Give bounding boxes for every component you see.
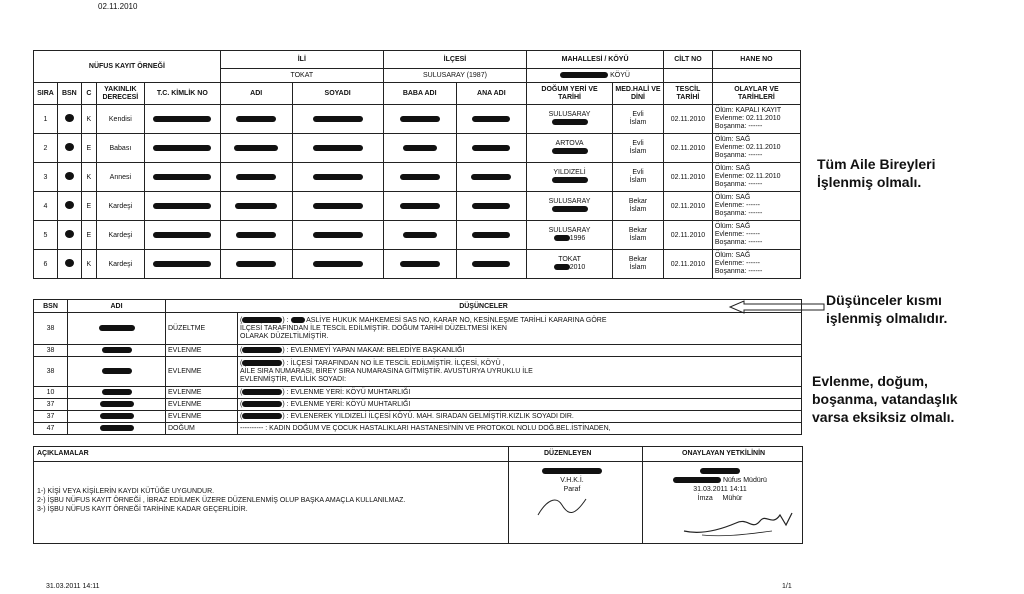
arrow-left-icon [728,300,826,314]
table-row: 3 K Annesi YILDIZELİ Evli İslam 02.11.2010 Ölüm: SAĞ Evlenme: 02.11.2010 Boşanma: ------ [34,163,801,192]
ili-value: TOKAT [220,69,383,83]
notes-col-dusunceler: DÜŞÜNCELER [166,300,802,313]
notes-col-adi: ADI [68,300,166,313]
page-number: 1/1 [782,583,792,590]
note-row: 38 EVLENME ( ) : İLÇESİ TARAFINDAN NO İLE TESCİL EDİLMİŞTİR. İLÇESİ, KÖYÜ , AİLE SIRA NUMARASI, BİREY SIRA NUMARASINA GİTMİŞTİR. AVUSTURYA UYRUKLU İLE EVLENMİŞTİR, EVLİLİK SOYADI: [34,357,802,387]
col-adi: ADI [220,83,292,105]
col-tckimlik: T.C. KİMLİK NO [144,83,220,105]
table-row: 1 K Kendisi SULUSARAY Evli İslam 02.11.2010 Ölüm: KAPALI KAYIT Evlenme: 02.11.2010 Boşanma: ------ [34,105,801,134]
note-row: 37 EVLENME ( ) : EVLENME YERİ: KÖYÜ MUHTARLIĞI [34,399,802,411]
col-yakinlik: YAKINLIK DERECESİ [96,83,144,105]
bottom-timestamp: 31.03.2011 14:11 [46,583,100,590]
ili-header: İLİ [220,51,383,69]
notes-table [33,299,802,435]
mahalle-header: MAHALLESİ / KÖYÜ [527,51,664,69]
ilcesi-value: SULUSARAY (1987) [383,69,526,83]
note-row: 38 DÜZELTME ( ) : ASLİYE HUKUK MAHKEMESİ SAS NO, KARAR NO, KESİNLEŞME TARİHLİ KARARINA GÖRE İLÇESİ TARAFINDAN İLE TESCİL EDİLMİŞTİR. DOĞUM TARİHİ DÜZELTMESİ İKEN OLARAK DÜZELTİLMİŞTİR. [34,313,802,345]
print-date: 02.11.2010 [98,2,138,11]
footer-box [33,446,803,544]
hane-header: HANE NO [712,51,800,69]
col-c: C [81,83,96,105]
table-row: 6 K Kardeşi TOKAT 2010 Bekar İslam 02.11.2010 Ölüm: SAĞ Evlenme: ------ Boşanma: ------ [34,250,801,279]
cilt-value [664,69,713,83]
table-row: 2 E Babası ARTOVA Evli İslam 02.11.2010 Ölüm: SAĞ Evlenme: 02.11.2010 Boşanma: ------ [34,134,801,163]
col-ana-adi: ANA ADI [456,83,527,105]
document-title: NÜFUS KAYIT ÖRNEĞİ [34,51,221,83]
col-medhal: MED.HALİ VE DİNİ [612,83,663,105]
col-bsn: BSN [57,83,81,105]
col-olaylar: OLAYLAR VE TARİHLERİ [712,83,800,105]
col-tescil: TESCİL TARİHİ [664,83,713,105]
col-dogum: DOĞUM YERİ VE TARİHİ [527,83,613,105]
mahalle-value: KÖYÜ [527,69,664,83]
col-soyadi: SOYADI [292,83,383,105]
table-row: 4 E Kardeşi SULUSARAY Bekar İslam 02.11.2010 Ölüm: SAĞ Evlenme: ------ Boşanma: ------ [34,192,801,221]
notes-col-bsn: BSN [34,300,68,313]
table-row: 5 E Kardeşi SULUSARAY 1996 Bekar İslam 02.11.2010 Ölüm: SAĞ Evlenme: ------ Boşanma: ------ [34,221,801,250]
note-row: 38 EVLENME ( ) : EVLENMEYİ YAPAN MAKAM: BELEDİYE BAŞKANLIĞI [34,345,802,357]
ilcesi-header: İLÇESİ [383,51,526,69]
registry-table [33,50,801,279]
onaylayan-block: Nüfus Müdürü 31.03.2011 14:11 İmza Mühür [660,467,780,503]
onaylayan-label: ONAYLAYAN YETKİLİNİN [682,450,766,457]
paraf-signature [534,491,594,521]
aciklamalar-label: AÇIKLAMALAR [37,450,89,457]
duzenleyen-block: V.H.K.İ. Paraf [532,467,612,494]
annotation-events: Evlenme, doğum, boşanma, vatandaşlık varsa eksiksiz olmalı. [812,373,958,425]
annotation-notes: Düşünceler kısmı işlenmiş olmalıdır. [826,292,948,326]
note-row: 47 DOĞUM ---------- : KADIN DOĞUM VE ÇOCUK HASTALIKLARI HASTANESİ'NİN VE PROTOKOL NOLU DOĞ.BEL.İSTİNADEN, [34,423,802,435]
note-row: 37 EVLENME ( ) : EVLENEREK YILDIZELİ İLÇESİ KÖYÜ. MAH. SIRADAN GELMİŞTİR.KIZLIK SOYADI DIR. [34,411,802,423]
col-baba-adi: BABA ADI [383,83,456,105]
aciklamalar-list: 1-) KİŞİ VEYA KİŞİLERİN KAYDI KÜTÜĞE UYGUNDUR. 2-) İŞBU NÜFUS KAYIT ÖRNEĞİ , İBRAZ EDİLMEK ÜZERE DÜZENLENMİŞ OLUP BAŞKA AMAÇLA KULLANILMAZ. 3-) İŞBU NÜFUS KAYIT ÖRNEĞİ TARİHİNE KADAR GEÇERLİDİR. [37,488,406,513]
approver-signature [682,501,798,539]
hane-value [712,69,800,83]
duzenleyen-label: DÜZENLEYEN [544,450,592,457]
annotation-family: Tüm Aile Bireyleri İşlenmiş olmalı. [817,156,936,190]
cilt-header: CİLT NO [664,51,713,69]
note-row: 10 EVLENME ( ) : EVLENME YERİ: KÖYÜ MUHTARLIĞI [34,387,802,399]
col-sira: SIRA [34,83,58,105]
